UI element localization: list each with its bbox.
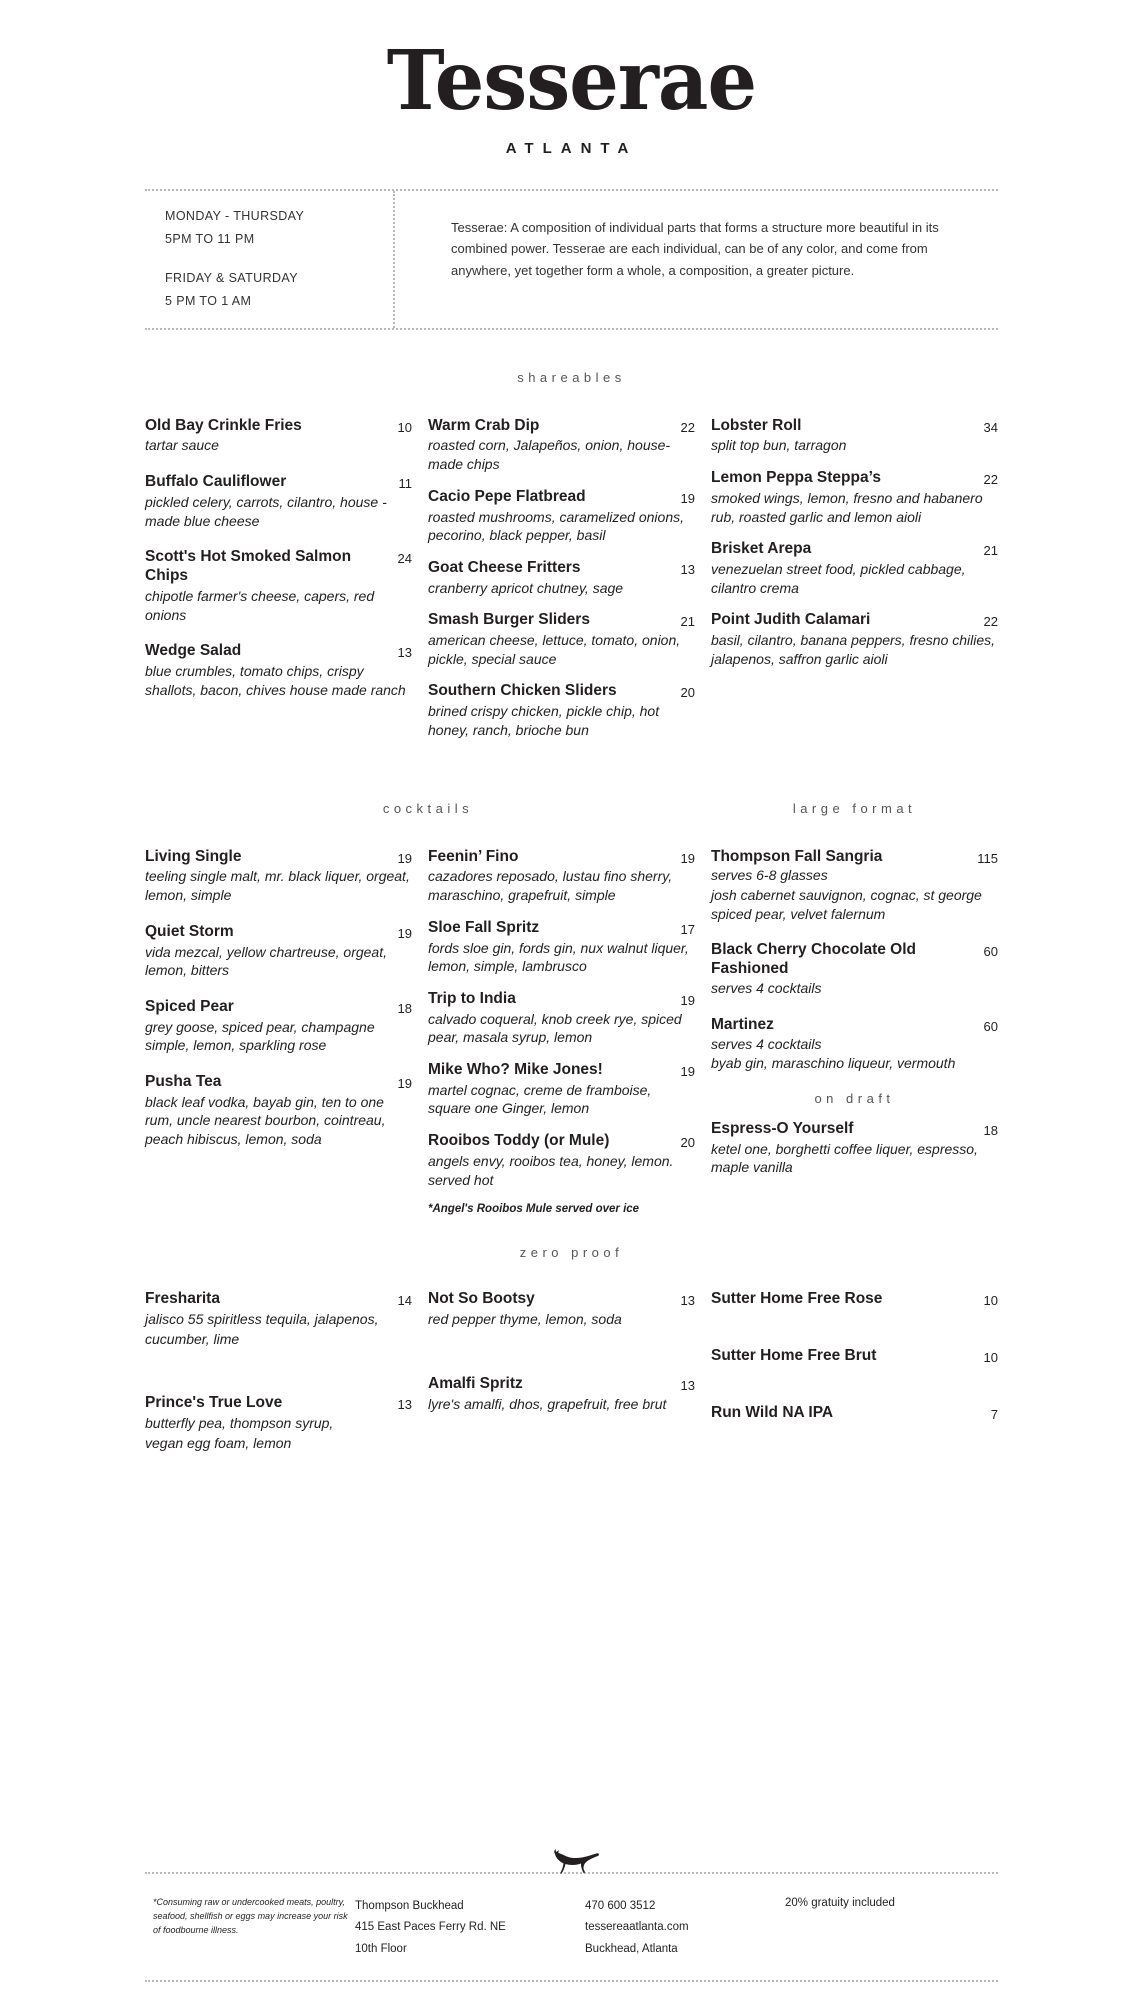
menu-item-description: butterfly pea, thompson syrup, <box>145 1415 334 1432</box>
menu-item <box>711 611 998 668</box>
menu-item-head <box>711 540 998 559</box>
menu-item <box>711 540 998 597</box>
menu-item-description: roasted mushrooms, caramelized onions, pecorino, black pepper, basil <box>428 508 685 544</box>
menu-item-price: 22 <box>983 472 998 488</box>
menu-item <box>145 642 412 699</box>
menu-item-name: Smash Burger Sliders <box>428 611 590 629</box>
menu-item-name: Mike Who? Mike Jones! <box>428 1060 603 1078</box>
cocktails-column-1 <box>145 848 428 1167</box>
menu-item <box>145 417 412 456</box>
menu-item-serves: serves 6-8 glasses <box>711 867 828 884</box>
menu-item-name: Quiet Storm <box>145 922 234 940</box>
menu-item-price: 13 <box>680 1377 695 1393</box>
cocktails-grid <box>145 848 998 1216</box>
description-column <box>395 191 998 328</box>
menu-item-name: Buffalo Cauliflower <box>145 473 287 491</box>
menu-item-name: Wedge Salad <box>145 642 242 660</box>
menu-item <box>428 848 695 905</box>
section-label-on-draft: on draft <box>814 1090 895 1106</box>
menu-item-description: fords sloe gin, fords gin, nux walnut liquer, lemon, simple, lambrusco <box>428 939 689 975</box>
footer-address <box>355 1896 585 1960</box>
menu-item-description: teeling single malt, mr. black liquer, orgeat, lemon, simple <box>145 868 410 904</box>
footer-locality: Buckhead, Atlanta <box>585 1942 678 1955</box>
menu-item-name: Run Wild NA IPA <box>711 1403 834 1421</box>
menu-item <box>145 1073 412 1149</box>
menu-item-head <box>711 611 998 630</box>
menu-item-description: roasted corn, Jalapeños, onion, house-made chips <box>428 437 671 473</box>
menu-item-head <box>711 1347 998 1366</box>
section-label-zero-proof: zero proof <box>519 1245 624 1261</box>
brand-header <box>0 0 1143 129</box>
menu-item <box>711 469 998 526</box>
large-format-column <box>711 848 998 1191</box>
footer-address-line: Thompson Buckhead <box>355 1900 464 1913</box>
menu-item <box>428 559 695 598</box>
menu-item-price: 10 <box>983 1350 998 1366</box>
menu-item <box>711 1290 998 1309</box>
menu-item <box>145 1394 412 1452</box>
menu-item-head <box>428 848 695 867</box>
menu-item <box>428 1375 695 1414</box>
menu-item-head <box>145 848 412 867</box>
menu-item-name: Living Single <box>145 847 242 865</box>
menu-item-head <box>145 548 412 586</box>
footer-content <box>145 1874 998 1980</box>
menu-item-head <box>428 990 695 1009</box>
menu-item-price: 19 <box>680 992 695 1008</box>
menu-item-name: Southern Chicken Sliders <box>428 682 617 700</box>
menu-item-name: Espress-O Yourself <box>711 1119 854 1137</box>
menu-item-name: Point Judith Calamari <box>711 611 871 629</box>
menu-item-head <box>428 682 695 701</box>
menu-item-price: 17 <box>680 921 695 937</box>
shareables-column-3 <box>711 417 998 683</box>
menu-item-price: 22 <box>680 419 695 435</box>
menu-item <box>711 848 998 924</box>
menu-item-head <box>428 1290 695 1309</box>
menu-item-head <box>145 923 412 942</box>
zero-proof-column-3 <box>711 1290 998 1461</box>
menu-item-price: 19 <box>680 1063 695 1079</box>
menu-item-name: Not So Bootsy <box>428 1290 535 1308</box>
footer-contact <box>585 1896 785 1960</box>
menu-item-head <box>145 642 412 661</box>
menu-item-price: 10 <box>983 1293 998 1309</box>
menu-item-price: 60 <box>983 944 998 960</box>
menu-item-name: Black Cherry Chocolate Old Fashioned <box>711 941 917 978</box>
menu-item-description: chipotle farmer's cheese, capers, red onions <box>145 587 375 623</box>
footer-disclaimer: *Consuming raw or undercooked meats, poultry, seafood, shellfish or eggs may increase your risk of foodbourne illness. <box>153 1897 348 1936</box>
menu-item-name: Rooibos Toddy (or Mule) <box>428 1132 610 1150</box>
menu-item-description: calvado coqueral, knob creek rye, spiced pear, masala syrup, lemon <box>428 1010 682 1046</box>
menu-item <box>145 1290 412 1348</box>
menu-item-description: black leaf vodka, bayab gin, ten to one rum, uncle nearest bourbon, cointreau, peach hibiscus, lemon, soda <box>145 1093 386 1148</box>
menu-item-price: 7 <box>990 1406 998 1422</box>
menu-item-price: 11 <box>398 476 412 492</box>
cocktails-column-2 <box>428 848 711 1216</box>
menu-item-description: american cheese, lettuce, tomato, onion, pickle, special sauce <box>428 632 681 667</box>
zero-proof-column-2 <box>428 1290 711 1459</box>
menu-item-description: byab gin, maraschino liqueur, vermouth <box>711 1055 956 1072</box>
menu-item-head <box>145 998 412 1017</box>
menu-item-head <box>711 848 998 867</box>
menu-item <box>711 1120 998 1177</box>
menu-item-name: Lemon Peppa Steppa’s <box>711 469 881 487</box>
menu-item-price: 60 <box>983 1018 998 1034</box>
menu-item-head <box>145 1073 412 1092</box>
menu-item-name: Old Bay Crinkle Fries <box>145 416 302 434</box>
menu-item-price: 115 <box>977 850 998 866</box>
menu-item-description: grey goose, spiced pear, champagne simple, lemon, sparkling rose <box>145 1018 375 1054</box>
menu-item-price: 13 <box>397 645 412 661</box>
menu-item-price: 13 <box>680 561 695 577</box>
footer-phone: 470 600 3512 <box>585 1900 656 1913</box>
menu-item-price: 21 <box>680 614 695 630</box>
menu-item-head <box>428 488 695 507</box>
menu-item-name: Sloe Fall Spritz <box>428 918 540 936</box>
brand-description: Tesserae: A composition of individual parts that forms a structure more beautiful in its combined power. Tesserae are each individual, can be of any color, and come from anywhere, yet together form a whole, a composition, a greater picture. <box>451 220 939 278</box>
menu-item-description: lyre's amalfi, dhos, grapefruit, free brut <box>428 1395 667 1412</box>
menu-item-price: 20 <box>680 685 695 701</box>
menu-item-description: split top bun, tarragon <box>711 437 847 454</box>
menu-item-name: Scott's Hot Smoked Salmon Chips <box>145 548 352 585</box>
menu-item-name: Pusha Tea <box>145 1072 222 1090</box>
menu-item-price: 22 <box>983 614 998 630</box>
menu-item-price: 21 <box>983 543 998 559</box>
menu-item <box>428 1290 695 1329</box>
menu-item-head <box>145 1394 412 1413</box>
hours-time: 5 PM TO 1 AM <box>165 294 252 309</box>
shareables-column-1 <box>145 417 428 718</box>
brand-logo: Tesserae <box>386 33 757 129</box>
menu-item-description: cranberry apricot chutney, sage <box>428 579 624 596</box>
menu-item-name: Martinez <box>711 1015 774 1033</box>
menu-item-name: Warm Crab Dip <box>428 416 540 434</box>
menu-item-name: Brisket Arepa <box>711 540 812 558</box>
hours-column <box>145 191 395 328</box>
menu-item <box>145 473 412 530</box>
menu-item-description: martel cognac, creme de framboise, square one Ginger, lemon <box>428 1081 652 1117</box>
menu-item-head <box>711 417 998 436</box>
menu-item <box>711 941 998 997</box>
menu-item-head <box>145 1290 412 1309</box>
zero-proof-grid <box>145 1290 998 1498</box>
menu-item <box>428 682 695 739</box>
menu-item-price: 19 <box>397 850 412 866</box>
menu-item <box>428 990 695 1047</box>
cocktails-label-row <box>145 800 998 818</box>
menu-item-head <box>428 1061 695 1080</box>
menu-item-head <box>145 417 412 436</box>
menu-item-description: blue crumbles, tomato chips, crispy shallots, bacon, chives house made ranch <box>145 663 406 698</box>
menu-item <box>145 848 412 905</box>
menu-item-head <box>711 1016 998 1035</box>
menu-item-price: 10 <box>397 419 412 435</box>
menu-item-description: smoked wings, lemon, fresno and habanero rub, roasted garlic and lemon aioli <box>711 489 983 525</box>
cocktails-footnote: *Angel's Rooibos Mule served over ice <box>428 1203 640 1216</box>
menu-item-head <box>711 1120 998 1139</box>
menu-item-price: 19 <box>397 1075 412 1091</box>
deer-icon <box>541 1848 603 1874</box>
menu-item <box>145 548 412 624</box>
menu-item-price: 19 <box>680 850 695 866</box>
menu-item-serves: serves 4 cocktails <box>711 980 822 997</box>
footer-address-line: 415 East Paces Ferry Rd. NE <box>355 1921 506 1934</box>
footer-address-line: 10th Floor <box>355 1942 407 1955</box>
section-label-large-format: large format <box>792 800 917 816</box>
menu-item-name: Lobster Roll <box>711 416 802 434</box>
menu-item-price: 13 <box>397 1397 412 1413</box>
menu-item-head <box>428 919 695 938</box>
section-label-cocktails: cocktails <box>382 800 474 816</box>
hours-description-block <box>145 189 998 330</box>
menu-item-head <box>428 611 695 630</box>
menu-item-price: 19 <box>397 925 412 941</box>
menu-item-head <box>711 469 998 488</box>
hours-group <box>165 205 393 251</box>
menu-item-price: 24 <box>397 551 412 567</box>
menu-item-name: Sutter Home Free Brut <box>711 1347 877 1365</box>
menu-item-head <box>428 559 695 578</box>
hours-group <box>165 267 393 313</box>
menu-item-price: 13 <box>680 1293 695 1309</box>
menu-item <box>428 1061 695 1118</box>
menu-item-name: Amalfi Spritz <box>428 1374 523 1392</box>
menu-item-description: cazadores reposado, lustau fino sherry, maraschino, grapefruit, simple <box>428 868 673 904</box>
menu-item <box>428 1132 695 1189</box>
menu-item-head <box>711 1290 998 1309</box>
menu-item-description: ketel one, borghetti coffee liquer, espresso, maple vanilla <box>711 1140 978 1176</box>
menu-item-description: basil, cilantro, banana peppers, fresno chilies, jalapenos, saffron garlic aioli <box>711 632 996 667</box>
menu-item-name: Thompson Fall Sangria <box>711 847 883 865</box>
menu-item-head <box>428 1132 695 1151</box>
menu-item-description: brined crispy chicken, pickle chip, hot honey, ranch, brioche bun <box>428 703 660 738</box>
menu-item-price: 19 <box>680 490 695 506</box>
menu-item-description-extra: vegan egg foam, lemon <box>145 1434 292 1451</box>
menu-item <box>145 998 412 1055</box>
menu-item <box>711 1404 998 1423</box>
menu-item-description: josh cabernet sauvignon, cognac, st george spiced pear, velvet falernum <box>711 887 982 922</box>
menu-item-description-extra: cucumber, lime <box>145 1330 240 1347</box>
menu-item-head <box>711 941 998 979</box>
menu-item <box>711 1016 998 1073</box>
footer-gratuity: 20% gratuity included <box>785 1897 895 1910</box>
menu-item-head <box>428 417 695 436</box>
menu-item-head <box>711 1404 998 1423</box>
menu-item-name: Sutter Home Free Rose <box>711 1290 883 1308</box>
shareables-grid <box>145 417 998 754</box>
menu-item-name: Fresharita <box>145 1290 220 1308</box>
menu-item-description: tartar sauce <box>145 437 219 454</box>
menu-item-description: jalisco 55 spiritless tequila, jalapenos, <box>145 1311 379 1328</box>
menu-item <box>711 1347 998 1366</box>
menu-item-head <box>145 473 412 492</box>
menu-item-serves: serves 4 cocktails <box>711 1035 822 1052</box>
menu-item-description: red pepper thyme, lemon, soda <box>428 1311 622 1328</box>
menu-item-price: 18 <box>397 1000 412 1016</box>
hours-days: MONDAY - THURSDAY <box>165 209 305 223</box>
menu-item-name: Feenin’ Fino <box>428 847 519 865</box>
hours-days: FRIDAY & SATURDAY <box>165 271 298 286</box>
menu-item-price: 20 <box>680 1135 695 1151</box>
menu-item-name: Goat Cheese Fritters <box>428 558 581 576</box>
menu-item <box>428 919 695 976</box>
menu-item-name: Spiced Pear <box>145 997 234 1015</box>
menu-item <box>145 923 412 980</box>
menu-item-price: 14 <box>397 1293 412 1309</box>
menu-item-description: venezuelan street food, pickled cabbage, cilantro crema <box>711 561 966 596</box>
menu-item-price: 34 <box>983 419 998 435</box>
hours-time: 5PM TO 11 PM <box>165 232 255 247</box>
menu-item-description: vida mezcal, yellow chartreuse, orgeat, lemon, bitters <box>145 943 387 979</box>
menu-item-price: 18 <box>983 1122 998 1138</box>
footer-website[interactable]: tessereaatlanta.com <box>585 1921 689 1934</box>
menu-item-name: Trip to India <box>428 989 516 1007</box>
section-label-shareables: shareables <box>517 369 626 385</box>
menu-item-head <box>428 1375 695 1394</box>
menu-item <box>428 611 695 668</box>
menu-item-description: angels envy, rooibos tea, honey, lemon. served hot <box>428 1152 674 1188</box>
menu-item <box>711 417 998 456</box>
footer-bottom-rule <box>145 1980 998 1982</box>
menu-item <box>428 417 695 474</box>
shareables-column-2 <box>428 417 711 754</box>
menu-item-name: Cacio Pepe Flatbread <box>428 487 586 505</box>
zero-proof-column-1 <box>145 1290 428 1498</box>
menu-item <box>428 488 695 545</box>
menu-item-description: pickled celery, carrots, cilantro, house -made blue cheese <box>145 493 387 529</box>
menu-item-name: Prince's True Love <box>145 1394 283 1412</box>
brand-city: ATLANTA <box>505 140 638 157</box>
deer-logo-row <box>145 1846 998 1872</box>
